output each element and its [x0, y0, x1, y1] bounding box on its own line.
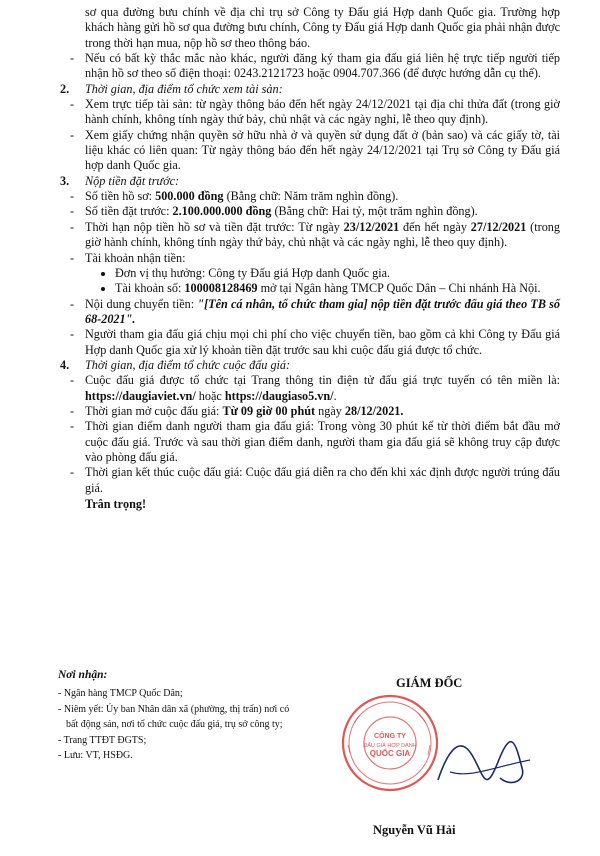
- section-3-heading: 3. Nộp tiền đặt trước:: [60, 173, 180, 188]
- recipients-heading: Nơi nhận:: [58, 669, 108, 681]
- site-1-link: https://daugiaviet.vn/: [85, 388, 196, 403]
- end-time-item: - Thời gian kết thúc cuộc đấu giá: Cuộc đấu giá diễn ra cho đến khi xác định được người trúng đấu giá.: [70, 465, 560, 495]
- site-2-link: https://daugiaso5.vn/: [224, 388, 334, 403]
- recipients-block: [58, 668, 293, 763]
- transfer-content-item: - Nội dung chuyển tiền: "[Tên cá nhân, tổ chức tham gia] nộp tiền đặt trước đấu giá theo TB số 68-2021".: [70, 296, 560, 326]
- transfer-costs-item: - Người tham gia đấu giá chịu mọi chi phí cho việc chuyển tiền, bao gồm cả khi Công ty Đấu giá Hợp danh Quốc gia xử lý khoản tiền đặt trước sau khi cuộc đấu giá được tổ chức.: [70, 327, 560, 357]
- recipient-item: - Ngân hàng TMCP Quốc Dân;: [58, 688, 183, 700]
- account-number-item: Tài khoản số: 100008128469 mở tại Ngân hàng TMCP Quốc Dân – Chi nhánh Hà Nội.: [60, 281, 560, 296]
- recipient-item: - Trang TTĐT ĐGTS;: [58, 734, 147, 746]
- signer-name: Nguyễn Vũ Hải: [373, 823, 456, 837]
- platform-item: - Cuộc đấu giá được tổ chức tại Trang thông tin điện tử đấu giá trực tuyến có tên miền là: https://daugiaviet.vn/ hoặc https://daugiaso5.vn/.: [70, 373, 560, 403]
- checkin-item: - Thời gian điểm danh người tham gia đấu giá: Trong vòng 30 phút kể từ thời điểm bắt đầu mở cuộc đấu giá. Trước và sau thời gian điểm danh, người tham gia đấu giá sẽ không truy cập được vào phòng đấu giá.: [70, 419, 560, 464]
- svg-text:CÔNG TY: CÔNG TY: [374, 733, 406, 740]
- view-documents-item: - Xem giấy chứng nhận quyền sở hữu nhà ở và quyền sử dụng đất ở (bản sao) và các giấy tờ, tài liệu khác có liên quan: Từ ngày thông báo đến hết ngày 24/12/2021 tại Trụ sở Công ty Đấu giá hợp danh Quốc gia.: [70, 127, 560, 173]
- open-time-item: - Thời gian mở cuộc đấu giá: Từ 09 giờ 00 phút ngày 28/12/2021.: [70, 403, 404, 418]
- fee-item: - Số tiền hồ sơ: 500.000 đồng (Bằng chữ: Năm trăm nghìn đồng).: [70, 189, 399, 204]
- company-seal-icon: [340, 693, 440, 793]
- view-asset-item: - Xem trực tiếp tài sản: từ ngày thông báo đến hết ngày 24/12/2021 tại địa chỉ thửa đất (trong giờ hành chính, không tính ngày thứ bảy, chủ nhật và các ngày nghỉ, lễ theo quy định).: [70, 97, 560, 127]
- recipient-item: - Lưu: VT, HSĐG.: [58, 750, 133, 762]
- section-2-heading: 2. Thời gian, địa điểm tổ chức xem tài sản:: [60, 81, 283, 96]
- handwritten-signature-icon: [430, 720, 540, 810]
- section-4-heading: 4. Thời gian, địa điểm tổ chức cuộc đấu giá:: [60, 357, 291, 372]
- svg-text:ĐẤU GIÁ HỢP DANH: ĐẤU GIÁ HỢP DANH: [363, 743, 417, 749]
- svg-text:QUỐC GIA: QUỐC GIA: [369, 749, 411, 758]
- document-body: [60, 5, 560, 512]
- closing-line: Trân trọng!: [85, 497, 147, 511]
- director-title: GIÁM ĐỐC: [396, 676, 463, 690]
- deadline-item: - Thời hạn nộp tiền hồ sơ và tiền đặt trước: Từ ngày 23/12/2021 đến hết ngày 27/12/2021 (trong giờ hành chính, không tính ngày thứ bảy, chủ nhật và các ngày nghỉ, lễ theo quy định).: [70, 219, 560, 250]
- beneficiary-item: Đơn vị thụ hưởng: Công ty Đấu giá Hợp danh Quốc gia.: [60, 266, 560, 281]
- deposit-item: - Số tiền đặt trước: 2.100.000.000 đồng (Bằng chữ: Hai tỷ, một trăm nghìn đồng).: [70, 204, 478, 219]
- recipient-item: - Niêm yết: Ủy ban Nhân dân xã (phường, thị trấn) nơi có bất động sản, nơi tổ chức cuộc đấu giá, trụ sở công ty;: [58, 703, 290, 731]
- account-label-item: - Tài khoản nhận tiền:: [70, 250, 186, 265]
- contact-item: - Nếu có bất kỳ thắc mắc nào khác, người đăng ký tham gia đấu giá liên hệ trực tiếp người tiếp nhận hồ sơ theo số điện thoại: 0243.2121723 hoặc 0904.707.366 (để được hướng dẫn cụ thể).: [70, 51, 560, 81]
- intro-paragraph: sơ qua đường bưu chính về địa chỉ trụ sở Công ty Đấu giá Hợp danh Quốc gia. Trường hợp khách hàng gửi hồ sơ qua đường bưu chính, Công ty Đấu giá Hợp danh Quốc gia phải nhận được trong thời hạn mua, nộp hồ sơ theo thông báo.: [85, 5, 560, 50]
